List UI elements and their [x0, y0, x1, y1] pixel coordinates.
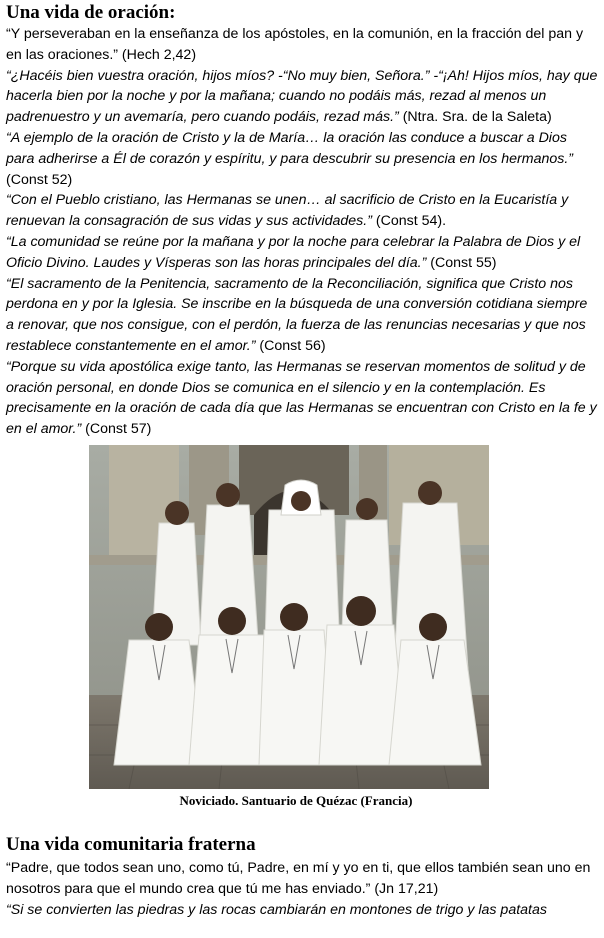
quote-paragraph — [6, 858, 592, 900]
quote-text: “¿Hacéis bien vuestra oración, hijos míos? -“No muy bien, Señora.” -“¡Ah! Hijos míos, hay que hacerla bien por la noche y por la mañana; cuando no podáis más, rezad al menos un padrenuestro y un avemaría, pero cuando podáis, rezad más.” — [6, 67, 598, 126]
quote-paragraph — [6, 190, 598, 232]
quote-reference: (Const 55) — [426, 254, 497, 271]
quote-text: “Si se convierten las piedras y las rocas cambiarán en montones de trigo y las patatas — [6, 901, 547, 918]
prayer-quotes — [6, 24, 598, 440]
quote-text: “El sacramento de la Penitencia, sacramento de la Reconciliación, significa que Cristo nos perdona en y por la Iglesia. Se inscribe en la búsqueda de una conversión cotidiana siempre a renovar, que nos consigue, con el perdón, la fuerza de las renuncias necesarias y que nos restablece constantemente en el amor.” — [6, 275, 588, 354]
quote-reference: (Ntra. Sra. de la Saleta) — [398, 109, 552, 126]
community-quotes — [6, 858, 592, 920]
quote-text: “Con el Pueblo cristiano, las Hermanas se unen… al sacrificio de Cristo en la Eucaristía y renuevan la consagración de sus vidas y sus actividades.” — [6, 192, 569, 230]
quote-paragraph — [6, 274, 598, 357]
quote-paragraph — [6, 128, 598, 190]
quote-text: “A ejemplo de la oración de Cristo y la de María… la oración las conduce a buscar a Dios para adherirse a Él de corazón y espíritu, y para descubrir su presencia en los hermanos.” — [6, 129, 574, 167]
quote-reference: (Hech 2,42) — [117, 46, 197, 63]
quote-reference: (Const 57) — [81, 421, 152, 438]
quote-text: “Padre, que todos sean uno, como tú, Padre, en mí y yo en ti, que ellos también sean uno en nosotros para que el mundo crea que tú me has enviado.” — [6, 860, 591, 897]
quote-paragraph — [6, 900, 592, 921]
quote-text: “Porque su vida apostólica exige tanto, las Hermanas se reservan momentos de solitud y de oración personal, en donde Dios se comunica en el silencio y en la contemplación. Es precisamente en la oración de cada día que las Hermanas se encuentran con Cristo en la fe y en el amor.” — [6, 358, 597, 438]
photo-caption: Noviciado. Santuario de Quézac (Francia) — [179, 793, 413, 808]
quote-text: “Y perseveraban en la enseñanza de los apóstoles, en la comunión, en la fracción del pan y en las oraciones.” — [6, 26, 584, 63]
quote-paragraph — [6, 24, 598, 66]
novitiate-group-photo — [89, 445, 489, 789]
quote-reference: (Jn 17,21) — [370, 880, 439, 897]
community-section — [0, 834, 592, 920]
section-heading-prayer: Una vida de oración: — [6, 2, 176, 23]
quote-reference: (Const 56) — [255, 337, 326, 354]
quote-paragraph — [6, 66, 598, 128]
quote-text: “La comunidad se reúne por la mañana y por la noche para celebrar la Palabra de Dios y el Oficio Divino. Laudes y Vísperas son las horas principales del día.” — [6, 233, 581, 271]
section-heading-community: Una vida comunitaria fraterna — [6, 834, 256, 855]
quote-paragraph — [6, 357, 598, 440]
quote-paragraph — [6, 232, 598, 274]
quote-reference: (Const 52) — [6, 171, 73, 188]
quote-reference: (Const 54). — [371, 213, 447, 230]
document-page — [6, 2, 598, 440]
